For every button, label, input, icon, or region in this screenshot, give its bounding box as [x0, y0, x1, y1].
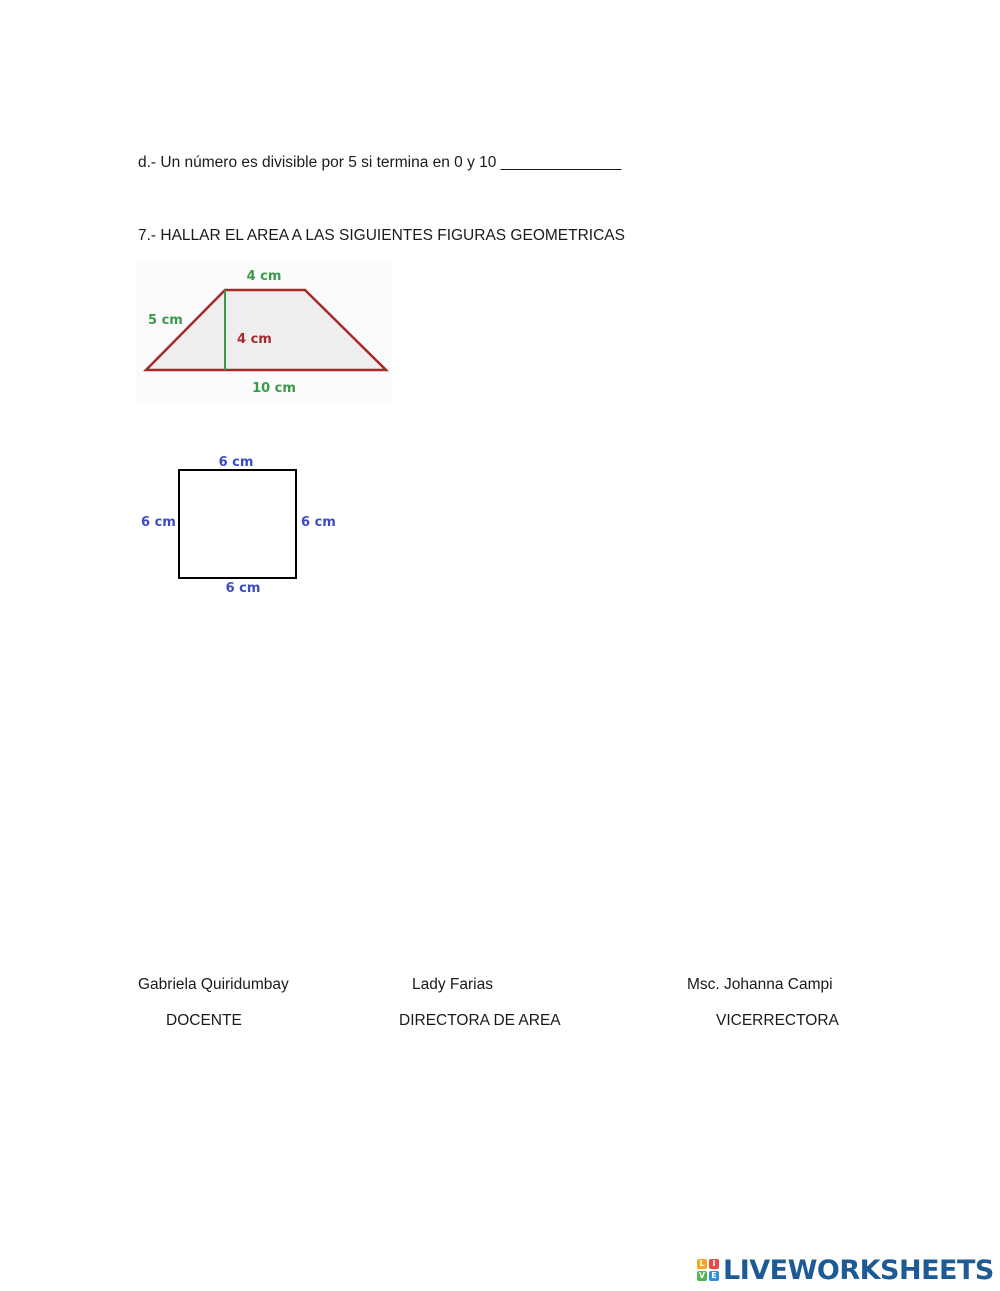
signature-role-vicerrectora: VICERRECTORA — [716, 1012, 839, 1029]
liveworksheets-logo — [697, 1255, 994, 1285]
square-right-label: 6 cm — [301, 515, 336, 530]
trapezoid-base-label: 10 cm — [252, 381, 296, 396]
trapezoid-side-label: 5 cm — [148, 313, 183, 328]
signature-name-docente: Gabriela Quiridumbay — [138, 976, 289, 993]
liveworksheets-brand: LIVEWORKSHEETS — [723, 1254, 994, 1286]
square-top-label: 6 cm — [218, 455, 254, 470]
question-7-heading: 7.- HALLAR EL AREA A LAS SIGUIENTES FIGURAS GEOMETRICAS — [138, 227, 625, 244]
trapezoid-figure — [136, 262, 391, 402]
square-bottom-label: 6 cm — [225, 581, 261, 596]
signature-role-docente: DOCENTE — [166, 1012, 242, 1029]
square-left-label: 6 cm — [141, 515, 176, 530]
signature-name-vicerrectora: Msc. Johanna Campi — [687, 976, 833, 993]
trapezoid-height-label: 4 cm — [237, 332, 272, 347]
trapezoid-top-label: 4 cm — [246, 269, 282, 284]
signature-name-directora: Lady Farias — [412, 976, 493, 993]
square-shape — [179, 470, 296, 578]
square-figure — [136, 450, 346, 600]
signature-role-directora: DIRECTORA DE AREA — [399, 1012, 561, 1029]
liveworksheets-mark-icon: L I V E — [697, 1259, 719, 1281]
question-d: d.- Un número es divisible por 5 si termina en 0 y 10 ______________ — [138, 154, 622, 171]
